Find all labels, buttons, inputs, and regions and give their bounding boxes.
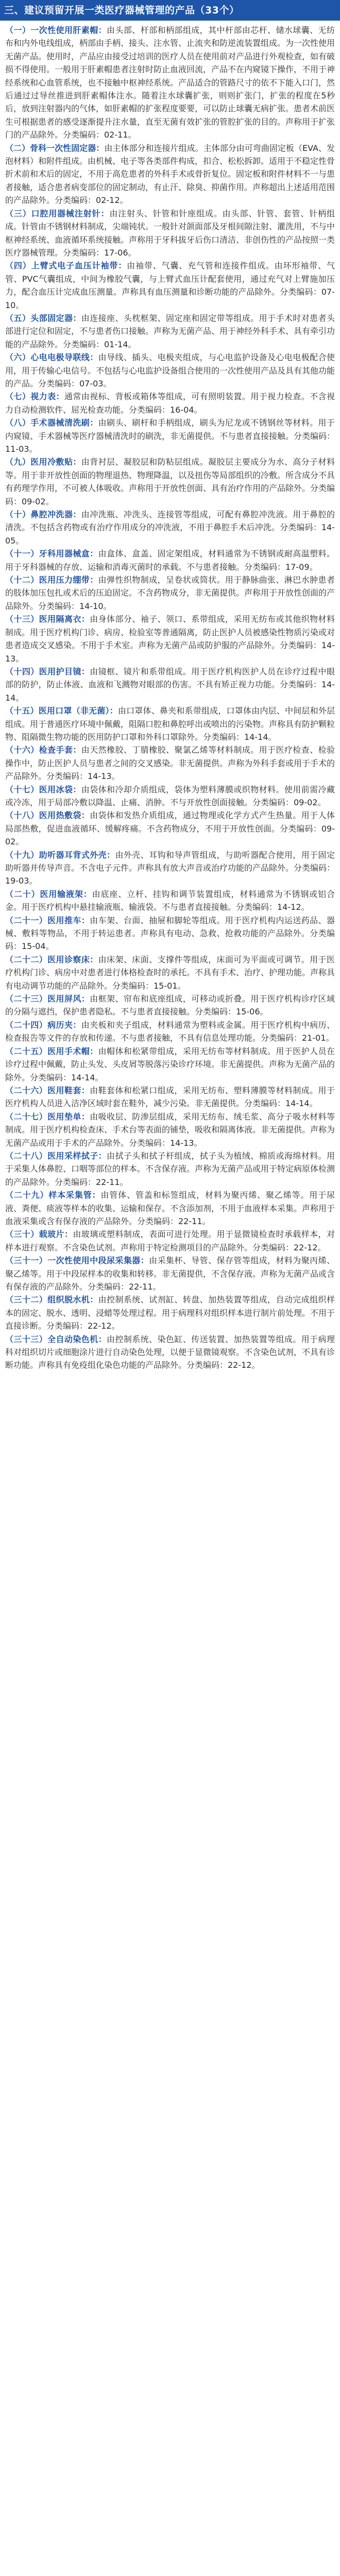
item-heading: （十四）医用护目镜： bbox=[5, 666, 90, 676]
list-item bbox=[5, 416, 335, 455]
item-heading: （二十七）医用垫单： bbox=[5, 1111, 90, 1122]
item-description: 由弹性织物制成，呈卷状或筒状。用于静脉曲张、淋巴水肿患者的肢体加压包扎或术后的压迫固定。不含药物成分，非无菌提供。声称用于开放性创面的产品除外。分类编码：14-10。 bbox=[5, 575, 335, 611]
item-heading: （十六）检查手套： bbox=[5, 745, 81, 755]
list-item bbox=[5, 1228, 335, 1254]
item-description: 由控制系统、染色缸、传送装置、加热装置等组成。用于病理科对组织切片或细胞涂片进行自动染色处理，以便于显微镜观察。不含染色试剂，不具有诊断功能。声称具有免疫组化染色功能的产品除外。分类编码：22-12。 bbox=[5, 1334, 335, 1370]
item-heading: （二十四）病历夹： bbox=[5, 1020, 81, 1030]
item-heading: （二十八）医用采样拭子： bbox=[5, 1150, 107, 1161]
item-description: 由夹板和夹子组成，材料通常为塑料或金属。用于医疗机构中病历、检查报告等文件的存放和传递。不与患者接触，不具有信息处理功能。分类编码：21-01。 bbox=[5, 1020, 335, 1043]
item-heading: （六）心电电极导联线： bbox=[5, 352, 98, 363]
list-item bbox=[5, 1293, 335, 1332]
list-item bbox=[5, 1045, 335, 1084]
item-description: 由采集杯、导管、保存管等组成，材料为聚丙烯、聚乙烯等。用于中段尿样本的收集和转移。非无菌提供，不含保存液。声称为无菌产品或含有保存液的产品除外。分类编码：22-11。 bbox=[5, 1256, 335, 1292]
item-description: 由外壳、耳钩和导声管组成，与助听器配合使用，用于固定助听器并传导声音。不含电子元件。声称具有放大声音或治疗功能的产品除外。分类编码：19-03。 bbox=[5, 850, 335, 886]
item-heading: （五）头部固定器： bbox=[5, 313, 81, 323]
list-item bbox=[5, 743, 335, 783]
list-item bbox=[5, 351, 335, 390]
list-item bbox=[5, 547, 335, 573]
list-item bbox=[5, 207, 335, 260]
list-item bbox=[5, 24, 335, 142]
item-heading: （三十二）组织脱水机： bbox=[5, 1295, 98, 1305]
section-title: 三、建议预留开展一类医疗器械管理的产品（33个） bbox=[0, 0, 340, 21]
item-heading: （十一）牙科用器械盒： bbox=[5, 549, 98, 559]
list-item bbox=[5, 455, 335, 508]
list-item bbox=[5, 259, 335, 312]
list-item bbox=[5, 508, 335, 547]
item-description: 由头部、杆部和柄部组成，其中杆部由芯杆、储水球囊、无纺布和内外电线组成，柄部由手柄、接头、注水管、止流夹和防逆流装置组成。为一次性使用无菌产品。使用时，产品应由接受过培训的医疗人员在使用前对产品进行外观检查，如有破损不得使用。一般用于肝素帽患者注射时防止血液回流，产品不在内窥镜下操作，不用于神经系统和心血管系统，也不接触中枢神经系统。产品适合的管路尺寸的依不下能入口门，然后通过过导丝推进到肝素帽体注水。随着注水球囊扩张，则则扩张门，扩张的程度在5秒后，放到注射器内的气体，如肝素帽的扩张程度要要，可以防止球囊无病扩张。患者术前医生可根据患者的感受逐渐提升注水量，直至无菌有效扩张的管腔扩张的目的。声称用于扩张门的产品除外。分类编码：02-11。 bbox=[5, 25, 335, 140]
list-item bbox=[5, 849, 335, 888]
item-heading: （十七）医用冰袋： bbox=[5, 784, 81, 794]
list-item bbox=[5, 613, 335, 665]
list-item bbox=[5, 914, 335, 953]
product-list bbox=[0, 21, 340, 1372]
list-item bbox=[5, 142, 335, 207]
item-heading: （三十三）全自动染色机： bbox=[5, 1334, 107, 1344]
list-item bbox=[5, 665, 335, 704]
item-heading: （二十五）医用手术帽： bbox=[5, 1046, 98, 1056]
item-description: 由车架、台面、抽屉和脚轮等组成。用于医疗机构内运送药品、器械、敷料等物品，不用于转运患者。声称具有电动、急救、抢救功能的产品除外。分类编码：15-04。 bbox=[5, 915, 335, 952]
list-item bbox=[5, 573, 335, 613]
list-item bbox=[5, 783, 335, 809]
item-heading: （三十）载玻片： bbox=[5, 1229, 73, 1240]
item-description: 由镜框、镜片和系带组成。用于医疗机构医护人员在诊疗过程中眼部的防护，防止体液、血液和飞溅物对眼部的伤害。不具有矫正视力功能。分类编码：14-14。 bbox=[5, 666, 335, 703]
item-description: 由玻璃或塑料制成，表面可进行处理。用于显微镜检查时承载样本，对样本进行观察。不含染色试剂。声称用于特定检测项目的产品除外。分类编码：22-12。 bbox=[5, 1229, 335, 1252]
list-item bbox=[5, 704, 335, 743]
list-item bbox=[5, 992, 335, 1019]
item-description: 由口罩体、鼻夹和系带组成，口罩体由内层、中间层和外层组成。用于普通医疗环境中佩戴，阻隔口腔和鼻腔呼出或喷出的污染物。声称具有防护颗粒物、阻隔微生物功能的医用防护口罩和外科口罩除外。分类编码：14-14。 bbox=[5, 706, 335, 742]
item-heading: （二十二）医用诊察床： bbox=[5, 954, 98, 964]
item-heading: （四）上臂式电子血压计袖带： bbox=[5, 261, 127, 271]
item-description: 由刷头、刷杆和手柄组成，刷头为尼龙或不锈钢丝等材料。用于内窥镜、手术器械等医疗器械清洗时的刷洗，非无菌提供。不与患者直接接触。分类编码：11-03。 bbox=[5, 418, 335, 454]
item-description: 由连接座、头枕框架、固定座和固定带等组成。用于手术时对患者头部进行定位和固定，不与患者伤口接触。声称为无菌产品、用于神经外科手术、具有牵引功能的产品除外。分类编码：01-14。 bbox=[5, 313, 335, 349]
item-heading: （三）口腔用器械注射针： bbox=[5, 208, 110, 218]
item-description: 由拭子头和拭子杆组成，拭子头为植绒、棉质或海绵材料。用于采集人体鼻腔、口咽等部位的样本。不含保存液。声称为无菌产品或用于特定病原体检测的产品除外。分类编码：22-11。 bbox=[5, 1150, 335, 1187]
item-description: 由袖带、气囊、充气管和连接件组成。由环形袖带、气管、PVC气囊组成，中间为橡胶气囊，与上臂式血压计配套使用，通过充气对上臂施加压力，配合血压计完成血压测量。声称具有血压测量和诊断功能的产品除外。分类编码：07-10。 bbox=[5, 261, 335, 310]
item-description: 由床架、床面、支撑件等组成，床面可为平面或可调节。用于医疗机构门诊、病房中对患者进行体格检查时的承托。不具有手术、治疗、护理功能。声称具有电动调节功能的产品除外。分类编码：15-01。 bbox=[5, 954, 335, 991]
item-description: 由框架、帘布和底座组成，可移动或折叠。用于医疗机构诊疗区域的分隔与遮挡，保护患者隐私。不与患者直接接触。分类编码：15-06。 bbox=[5, 994, 335, 1017]
item-heading: （二十一）医用推车： bbox=[5, 915, 90, 925]
item-description: 由导线、插头、电极夹组成，与心电监护设备及心电电极配合使用，用于传输心电信号。不包括与心电监护设备组合使用的一次性使用产品及具有其他功能的产品。分类编码：07-03。 bbox=[5, 352, 335, 388]
item-description: 由袋体和冷却介质组成，袋体为塑料薄膜或织物材料。使用前需冷藏或冷冻，用于局部冷敷以降温、止痛、消肿。不与开放性创面接触。分类编码：09-02。 bbox=[5, 784, 335, 807]
item-description: 由注射头、针管和针座组成。由头部、针管、套管、针柄组成。针管由不锈钢材料制成，尖端钝状。一般针对颌面部及牙根间隙注射、灌洗用，不与中枢神经系统、血液循环系统接触。声称用于牙科拔牙后伤口清洁、非创伤性的产品按照一类医疗器械管理。分类编码：17-06。 bbox=[5, 208, 335, 258]
item-heading: （二十六）医用鞋套： bbox=[5, 1085, 90, 1095]
item-heading: （十八）医用热敷袋： bbox=[5, 810, 90, 821]
item-description: 由身体部分、袖子、领口、系带组成，采用无纺布或其他织物材料制成。用于医疗机构门诊、病房、检验室等普通隔离，防止医护人员被感染性物质污染或对患者造成交叉感染。不用于手术室。声称为无菌产品或防护服的产品除外。分类编码：14-13。 bbox=[5, 614, 335, 664]
item-heading: （十九）助听器耳背式外壳： bbox=[5, 850, 115, 860]
list-item bbox=[5, 1254, 335, 1293]
item-description: 由背衬层、凝胶层和防粘层组成。凝胶层主要成分为水、高分子材料等。用于非开放性创面的物理退热、物理降温，以及扭伤等局部组织的冷敷。所含成分不具有药理学作用，不可被人体吸收。声称用于开放性创面、具有治疗作用的产品除外。分类编码：09-02。 bbox=[5, 457, 335, 506]
item-heading: （二十三）医用屏风： bbox=[5, 994, 90, 1004]
item-description: 由控制系统、试剂缸、转盘、加热装置等组成，自动完成组织样本的固定、脱水、透明、浸蜡等处理过程。用于病理科对组织样本进行制片前处理。不用于直接诊断。分类编码：22-12。 bbox=[5, 1295, 335, 1331]
list-item bbox=[5, 888, 335, 914]
list-item bbox=[5, 1019, 335, 1045]
list-item bbox=[5, 1149, 335, 1189]
item-heading: （三十一）一次性使用中段尿采集器： bbox=[5, 1256, 149, 1266]
list-item bbox=[5, 1084, 335, 1110]
item-description: 由冲洗瓶、冲洗头、连接管等组成，可配有鼻腔冲洗液。用于鼻腔的清洗。不包括含药物或有治疗作用成分的冲洗液，不用于鼻腔手术后冲洗。分类编码：14-05。 bbox=[5, 510, 335, 546]
item-heading: （十）鼻腔冲洗器： bbox=[5, 510, 81, 520]
item-heading: （十五）医用口罩（非无菌）： bbox=[5, 706, 118, 716]
item-description: 由吸收层、防渗层组成，采用无纺布、绒毛浆、高分子吸水材料等制成。用于医疗机构检查床、手术台等表面的铺垫，吸收和隔离体液。非无菌提供。声称为无菌产品或用于手术的产品除外。分类编码：14-13。 bbox=[5, 1111, 335, 1148]
item-description: 由盒体、盒盖、固定架组成，材料通常为不锈钢或耐高温塑料。用于牙科器械的存放、运输和消毒灭菌时的承载。不与患者接触。分类编码：17-09。 bbox=[5, 549, 335, 572]
item-heading: （十三）医用隔离衣： bbox=[5, 614, 90, 624]
item-heading: （二十）医用输液架： bbox=[5, 889, 92, 899]
item-description: 由天然橡胶、丁腈橡胶、聚氯乙烯等材料制成。用于医疗检查、检验操作中，防止医护人员与患者之间的交叉感染。非无菌提供。声称为外科手套或用于手术的产品除外。分类编码：14-13。 bbox=[5, 745, 335, 782]
item-description: 由管体、管盖和标签组成，材料为聚丙烯、聚乙烯等。用于尿液、粪便、痰液等样本的收集、运输和保存。不含添加剂，不用于血液样本采集。声称用于血液采集或含有保存液的产品除外。分类编码：22-11。 bbox=[5, 1190, 335, 1226]
list-item bbox=[5, 390, 335, 416]
item-heading: （二十九）样本采集管： bbox=[5, 1190, 101, 1200]
list-item bbox=[5, 809, 335, 848]
item-heading: （九）医用冷敷贴： bbox=[5, 457, 81, 467]
item-heading: （八）手术器械清洗刷： bbox=[5, 418, 98, 428]
item-description: 通常由视标、背板或箱体等组成，可有照明装置。用于视力检查。不含视力自动检测软件、屈光检查功能。分类编码：16-04。 bbox=[5, 392, 335, 415]
item-description: 由袋体和发热介质组成，通过物理或化学方式产生热量。用于人体局部热敷，促进血液循环、缓解疼痛。不含药物成分，不用于开放性创面。分类编码：09-02。 bbox=[5, 810, 335, 847]
list-item bbox=[5, 1333, 335, 1372]
item-description: 由底座、立杆、挂钩和调节装置组成，材料通常为不锈钢或铝合金。用于医疗机构中悬挂输液瓶、输液袋。不与患者直接接触。分类编码：14-12。 bbox=[5, 889, 335, 912]
item-description: 由主体部分和连接片组成。主体部分由可弯曲固定板（EVA、发泡材料）和附件组成。由机械、电子等各类部件构成，扣合、松松拆卸。适用于不稳定性骨折术前和术后的固定，不用于高危患者的外科手术或骨折复位。固定板和附件材料不一与患者接触，适合患者病变部位的固定制动，有止汗、除臭、抑菌作用。声称超出上述适用范围的产品除外。分类编码：02-12。 bbox=[5, 143, 335, 206]
item-description: 由帽体和松紧带组成，采用无纺布等材料制成。用于医护人员在诊疗过程中佩戴，防止头发、头皮屑等脱落污染诊疗环境。非无菌提供。声称为无菌产品的除外。分类编码：14-14。 bbox=[5, 1046, 335, 1082]
item-heading: （七）视力表： bbox=[5, 392, 64, 402]
list-item bbox=[5, 1189, 335, 1228]
list-item bbox=[5, 953, 335, 992]
item-heading: （二）骨科一次性固定器： bbox=[5, 143, 105, 153]
item-heading: （十二）医用压力绷带： bbox=[5, 575, 98, 585]
item-heading: （一）一次性使用肝素帽： bbox=[5, 25, 107, 35]
item-description: 由鞋套体和松紧口组成，采用无纺布、塑料薄膜等材料制成。用于医疗机构人员进入洁净区域时套在鞋外，减少污染。非无菌提供。分类编码：14-14。 bbox=[5, 1085, 335, 1109]
list-item bbox=[5, 1110, 335, 1149]
list-item bbox=[5, 312, 335, 351]
